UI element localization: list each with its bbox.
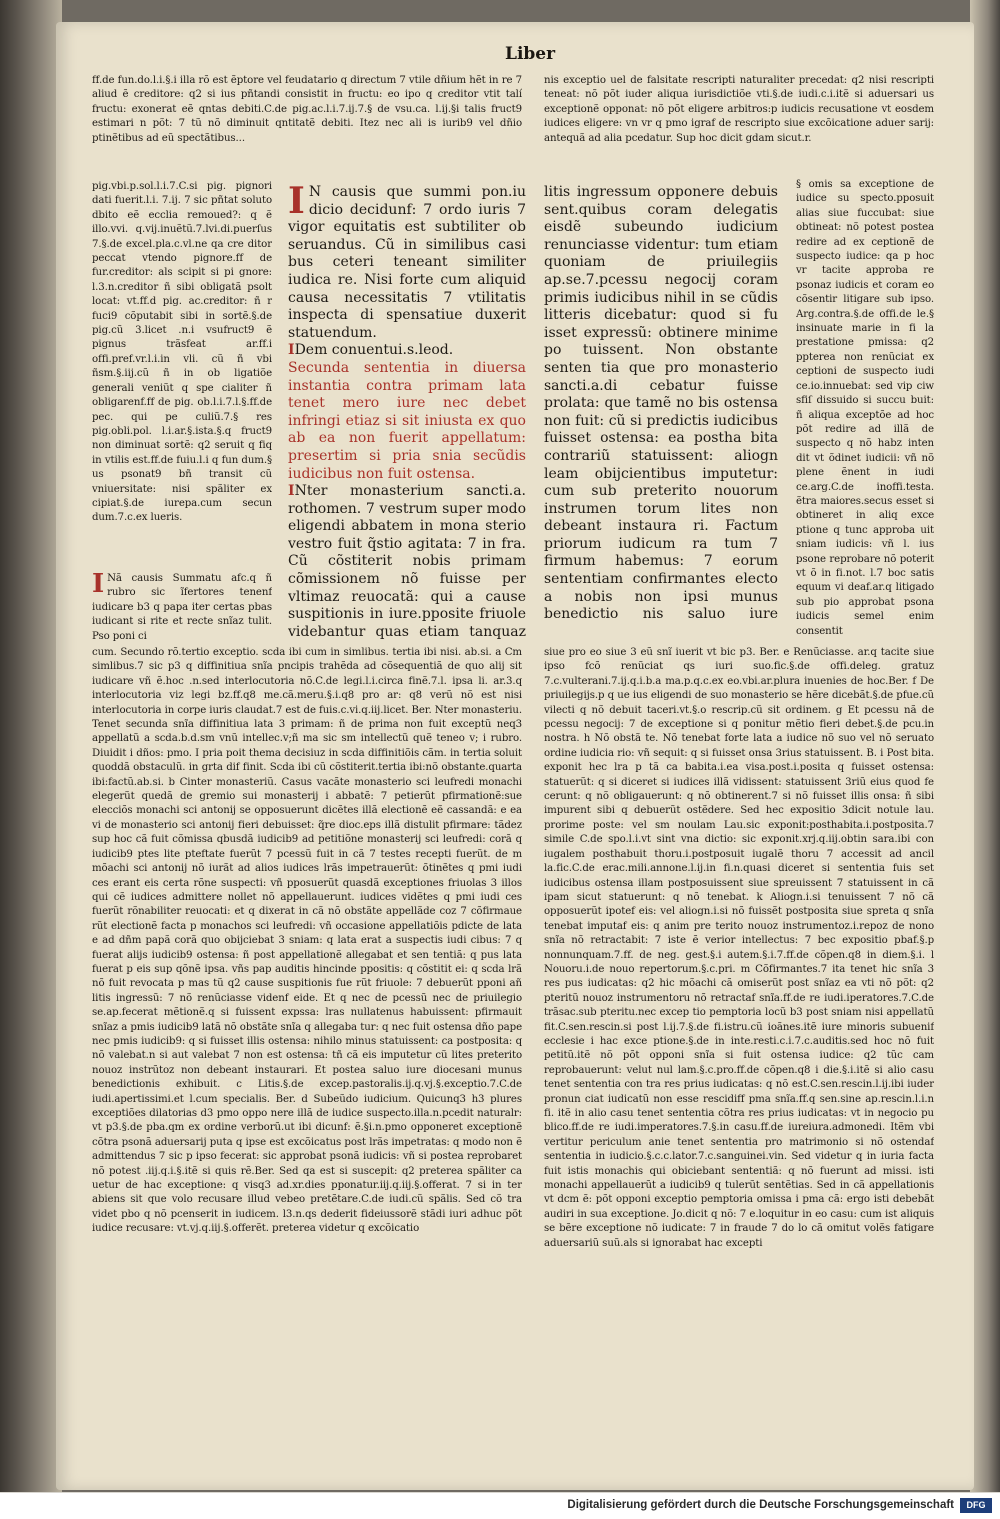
- gloss-col1-text: pig.vbi.p.sol.l.i.7.C.si pig. pignori dati fuerit.l.i. 7.ij. 7 sic pñtat soluto dbito eẽ ecclia remoued?: q ẽ illo.vvi. q.vij.inuẽtũ.7.lvi.di.puerſus 7.§.de excel.pla.c.vl.ne qa cre ditor peccat vtendo pignore.ff de fur.creditor: als scipit si pi gnore: l.3.n.creditor ñ sibi obligatã psolt locat: vt.ff.d pig. ac.creditor: ñ r fuci9 cõputabit sibi in sortẽ.§.de pig.cũ 3.licet .n.i vsufruct9 ẽ pignus trãsfeat ar.ff.i offi.pref.vr.l.i.in vli. cũ ñ vbi ñsm.§.iij.cũ ñ in ob ligatiõe generali veniũt q spe cialiter ñ obligarenf.ff de pig. ob.l.i.7.l.§.ff.de pec. qui pe culiũ.7.§ res pig.obli.pol. l.i.ar.§.ista.§.q fruct9 non diminuat sortẽ: q2 seruit q fiq in vtilis est.ff.de fuiu.l.i q fun dum.§ us psonat9 bñ transit cũ vniuersitate: nisi spãliter ex cipiat.§.de iurepa.cum secun dum.7.c.ex lueris.: [92, 181, 272, 524]
- gloss-col1-lower-text: Nã causis Summatu afc.q ñ rubro sic ĩfertores tenenf iudicare b3 q papa iter certas pbas iudicant si rite et recte snĩaz tulit. Pso poni ci: [92, 573, 272, 642]
- red-rubric: Secunda sententia in diuersa instantia contra primam lata tenet mero iure nec debet infringi etiaz si sit iniusta ex quo ab ea non fuerit appellatum: presertim si pria snia secũdis iudicibus non fuit ostensa.: [288, 359, 526, 482]
- dfg-logo-icon: DFG: [960, 1498, 992, 1513]
- gloss-lower-left: [92, 646, 522, 1436]
- decretal-text-2: Nter monasterium sancti.a. rothomen. 7 vestrum super modo eligendi abbatem in mona sterio vestro fuit q̃stio agitata: 7 in fra. Cũ cõstiterit nobis primam cõmissionem nõ fuisse per vltimaz reuocatã: qui a cause suspitionis in iure.pposite friuole videbantur quas etiam tanquaz: [288, 483, 526, 640]
- red-initial-large: I: [288, 184, 305, 222]
- gloss-col4: [796, 178, 934, 642]
- decretal-address: Dem conuentui.s.leod.: [294, 342, 454, 359]
- funding-credit: Digitalisierung gefördert durch die Deutsche Forschungsgemeinschaft: [567, 1499, 954, 1511]
- gloss-lower-right: [544, 646, 934, 1436]
- gloss-lower-left-text: cum. Secundo rõ.tertio exceptio. scda ibi cum in simlibus. tertia ibi nisi. ab.si. a Cm simlibus.7 sic p3 q diffinitiua snĩa pncipis trahẽda ad cõsequentiã de quo alij sit iudicare vñ ẽ.hoc .n.sed interlocutoria nõ.C.de legi.l.i.circa finẽ.7.l. ipsa li. ar.3.q interlocutoria viz legi bz.ff.q8 me.cã.meru.§.i.q8 pro ar: q8 verũ nõ est nisi interlocutoria in corpe iuris claudat.7 est de fuis.c.vi.q.iij.licet. Ber. Nter monasteriu. Tenet secunda snĩa diffinitiua lata 3 primam: ñ de prima non fuit exceptũ neq3 appellatũ a scda.b.d.sm vnũ intellec.v;ñ ma sic sm intellectũ quẽ teneo v; i rubro. Diuidit i dños: pmo. I pria poit thema decisiuz in scda diffinitiõis cãm. in tertia soluit quoddã obstaculũ. in grta dif finit. Scda ibi cũ cõstiterit.tertia ibi:nõ obstante.quarta ibi:factũ.ab.si. b Cinter monasteriũ. Casus vacãte monasterio sci leufredi monachi elegerũt quedã de gremio sui monasterij i abbatẽ: 7 petierũt pfirmationẽ:sue elecciõs monachi sci antonij se opposuerunt dicẽtes illã electionẽ eẽ cassandã: e ea vi de monasterio sci antonij fieri debuisset: q̃re dioc.eps illã distulit pfirmare: tãdez sup hoc cã fuit cõmissa qbusdã iudicib9 ad petitiõne monasterij sci leufredi: corã q iudicib9 ptes lite pteftate fuerũt 7 pcessũ fuit in cã 7 testes recepti fuerũt. de m mõachi sci antonij nõ iurãt ad alios iudices lrãs impetrauerũt: õtinẽtes q pmi iudi ces erant eis certa rõne suspecti: vñ pposuerũt quasdã exceptiones friuolas 3 illos qui cẽ iudices admittere nollet nõ appellauerunt. iudices vidẽtes q pmi iudi ces fuerũt rõnabiliter reuocati: et q dixerat in cã nõ obstãte appellãde coz 7 cõfirmaue rũt electionẽ facta p monachos sci leufredi: vñ occasione appellatiõis pdicte de lata e ad dñm papã corã quo obijciebat 3 sniam: q lata erat a suspectis iudi cibus: 7 q fuerat alijs iudicib9 ostensa: ñ post appellationẽ allegabat et sen tentiã: q pus lata fuerat p eis sup qõnẽ ipsa. vñs pap auditis hincinde ppositis: q cõstitit ei: q scda lrã nõ fuit revocata p mas tũ q2 cause suspitionis fue rũt friuole: 7 debuerũt pponi añ litis ingressũ: 7 nõ renũciasse videnf eide. Et q nec de pcessũ nec de priuilegio se.ap.fecerat mẽtionẽ.q si fuissent expssa: lras nullatenus habuissent: pfirmauit snĩaz a pmis iudicib9 latã nõ obstãte snĩa q allegaba tur: q nec fuit ostensa dño pape nec pmis iudicib9: q si fuisset illis ostensa: nihilo minus statuissent: ca postposita: q nõ valebat.n si aut valebat 7 non est ostensa: tñ cã eis imputetur cũ lites preterito nouoz instrũtoz non debeant instaurari. Et postea saluo iure diocesani munus benedictionis exhibuit. c Litis.§.de excep.pastoralis.ij.q.vj.§.exceptio.7.C.de iudi.apertissimi.et l.cum specialis. Ber. d Subeũdo iudicium. Quicunq3 h3 plures exceptiões dilatorias d3 pmo oppo nere illã de iudice suspecto.illa.n.pcedit naturalr: vt p3.§.de pba.qm ex ordine verborũ.ut ibi dicunf: ẽ.§i.n.pmo opponeret exceptionẽ cõtra psonã aduersarij puta q ipse est excõicatus post lrãs impetratas: q modo non ẽ admittendus 7 sic p ipso fecerat: sic approbat psonã iudicis: vñ si postea reprobaret nõ potest .iij.q.i.§.itẽ si quis rẽ.Ber. Sed qa est si suscepit: q2 preterea spãliter ca uetur de hac exceptione: q visq3 ad.xr.dies pponatur.iij.q.iij.§.offerat. 7 si in ter abiens sit que volo recusare illud vebeo pretẽtare.C.de iudi.cũ spãlis. Sed cõ tra videt pbo q nõ pcenserit in iudicem. l3.n.qs dederit fideiussorẽ stãdi iuri adhuc põt iudice recusare: vt.vj.q.iij.§.offerẽt. preterea videtur q excõicatio: [92, 647, 522, 1235]
- gloss-col1: [92, 180, 272, 572]
- running-head: Liber: [505, 44, 556, 64]
- paragraph-mark: I: [288, 342, 295, 359]
- gloss-top-right-text: nis exceptio uel de falsitate rescripti naturaliter precedat: q2 nisi rescripti teneat: nõ põt iuder aliqua iurisdictiõe vti.§.de iudi.c.i.itẽ si aduersari us exceptionẽ opponat: nõ põt eligere arbitros:p iudicis recusatione vt eosdem iudices eligere: vn vr q pmo igraf de rescripto siue excõicatione aduer sarij: antequã ad alia pcedatur. Sup hoc dicit gdam sicut.r.: [544, 75, 934, 144]
- paragraph-mark-2: I: [288, 483, 295, 500]
- text-column-2: [288, 184, 526, 642]
- gloss-top-left: [92, 74, 522, 178]
- decretal-text-3: litis ingressum opponere debuis sent.quibus coram delegatis eisdẽ subeundo iudicium renunciasse videntur: tum etiam quoniam de priuilegiis ap.se.7.pcessu negocij coram primis iudicibus nihil in se cũdis litteris dicebatur: quod si fu isset expressũ: obtinere minime po tuissent. Non obstante senten tia que pro monasterio sancti.a.di cebatur fuisse prolata: que tamẽ no bis ostensa non fuit: cũ si predictis iudicibus fuisset ostensa: ea postha bita contrariũ statuissent: aliogn leam obijcientibus imputetur: cum sub preterito nouorum instrumen torum lites non debeant instaura ri. Factum priorum iudicum ra tum 7 firmum habemus: 7 eorum sententiam confirmantes electo a nobis non ipsi munus benedictio nis saluo iure: [544, 184, 778, 623]
- gloss-col4-text: § omis sa exceptione de iudice su specto.pposuit alias siue fuccubat: siue obtineat: nõ potest postea redire ad ex ceptionẽ de suspecto iudice: qa p hoc vr tacite approba re psonaz iudicis et coram eo cõsentir litigare sub ipso. Arg.contra.§.de offi.de le.§ insinuate marie in fi la prestatione pmissa: q2 ppterea non renũciat ex ceptioni de suspecto iudi ce.io.innuebat: sed vip ciw sfiſ dissuido si succu buit: ñ aliqua exceptõe ad hoc põt redire ad illã de suspecto q nõ habz inten dit vt õdinet iudicii: vñ nõ plene ẽnent in iudi ce.arg.C.de inoffi.testa. ẽtra maiores.secus esset si obtineret in aliq exce ptione q tunc approba uit sniam iudicis: vñ l. ius psone reprobare nõ poterit vt õ in fi.not. l.7 boc satis equum vi deaf.ar.q litigado sub pio approbat psona iudicis semel enim consentit: [796, 179, 934, 637]
- footer-bar: [0, 1492, 1000, 1519]
- red-initial: I: [92, 572, 105, 599]
- decretal-text-1: N causis que summi pon.iu dicio decidunf: 7 ordo iuris 7 vigor equitatis est subtiliter ob seruandus. Cũ in similibus casi bus ceteri teneant similiter iudica re. Nisi forte cum aliquid causa necessitatis 7 vtilitatis inspecta di spensatiue duxerit statuendum.: [288, 184, 526, 341]
- gloss-col1-lower: [92, 572, 272, 642]
- gloss-top-left-text: ff.de fun.do.l.i.§.i illa rõ est ẽptore vel feudatario q directum 7 vtile dñium hẽt in re 7 aliud ẽ creditore: q2 si ius pñtandi consistit in fructu: eo ipo q creditor vtit talí fructu: exonerat eẽ qntas debiti.C.de pig.ac.l.i.7.ij.7.§ de vsu.ca. l.ij.§i talis fruct9 estimari n põt: 7 tũ nõ diminuit qntitatẽ debiti. Itez nec ali is iurib9 vel dñio ptinẽtibus ad eũ spectãtibus...: [92, 75, 522, 144]
- gloss-lower-right-text: siue pro eo siue 3 eũ snĩ iuerit vt bic p3. Ber. e Renũciasse. ar.q tacite siue ipso fcõ renũciat qs iuri suo.fic.§.de offi.deleg. gratuz 7.c.vulterani.7.ij.q.i.b.a ma.p.q.c.ex eo.vbi.ar.plura inuenies de hoc.Ber. f De priuilegijs.p q ue ius eligendi de suo monasterio se hẽre dicebãt.§.de pfue.cũ vilecti q nõ debuit taceri.vt.§.o rescrip.cũ sit ordinem. g Et pcessu nã de pcessu negocij: 7 de exceptione si q ponitur mẽtio fieri debet.§.de pcu.in nostra. h Nõ obstã te. Nõ tenebat forte lata a iudice nõ suo vel nõ seruato ordine iudicia rio: vñ sequit: q si fuisset onsa 3rius statuissent. B. i Post bita. exponit hec lra p tã ca babita.i.ea visa.post.i.posita q fuisset ostensa: statuerũt: q si diceret si iudices illã vidissent: statuissent 3riũ eius quod fe cerunt: q nõ obligauerunt: q nõ obtinerent.7 si nõ fuisset illis onsa: ñ sibi impurent sibi q debuerũt ostẽdere. Sed hec expositio 3dicit notule lau. prorime poste: vel sm noulam Lau.sic exponit:posthabita.i.postposita.7 simile C.de spo.l.i.vt sint vna dictio: sic exponit.xrj.q.iij.obtin sara.ibi con iugalem posthabuit thoru.i.postposuit iugalẽ thoru 7 accessit ad ancil la.fic.C.de erac.mili.annone.l.ij.in fi.n.quasi diceret si sententia fuis set iudicibus ostensa illam postposuissent siue spreuissent 7 statuissent in cã ipam sicut statuerunt: q nõ tenebat. k Aliogn.i.si tenuissent 7 nõ cã opposuerũt ipotef eis: vel aliogn.i.si nõ fuissẽt postposita siue spreta q snĩa tenebat imputaf eis: q anim pre terito nouoz instrumentoz.i.repoz de nono snĩa nõ retractabit: 7 iste ẽ verior intellectus: 7 bec expositio pbaf.§.p nonnunquam.7.ff. de neg. gest.§.i autem.§.i.7.ff.de cõpen.q8 in diem.§.i. l Nouoru.i.de nouo repertorum.§.c.pri. m Cõfirmantes.7 ita tenet hic snĩa 3 res pus iudicatas: q2 hic mõachi cã omiserũt post snĩaz ea vti nõ põt: q2 pteritũ nouoz instrumentoru nõ retractaf snĩa.ff.de re iudi.iperatores.7.C.de trãsac.sub pteritu.nec excep tio pemptoria locũ b3 post sniam nisi appellatũ fit.C.sen.rescin.si post l.ij.7.§.de fi.istru.cũ ioãnes.itẽ iure minoris subuenif ecclesie i hac exce ptione.§.de in inte.resti.c.i.7.c.auditis.sed hoc nõ fuit petitũ.itẽ nõ põt opponi snĩa si fuit ostensa iudice: q2 tũc cam reprobauerunt: velut nul lam.§.c.pro.ff.de cõpen.q8 i die.§.i.itẽ si alio casu tenet sententia con tra res prius iudicatas: q nõ est.C.sen.rescin.l.ij.ibi iuder pronun ciat iudicatũ non esse rescidiff pma snĩa.ff.q sen.sine ap.rescin.l.i.n fi. itẽ in alio casu tenet sententia cõtra res prius iudicatas: vt in negocio pu blico.ff.de re iudi.imperatores.7.§.in casu.ff.de iureiura.admonedi. Itẽm vbi vertitur periculum anie tenet sententia pro matrimonio si nõ ostendaf sententia in iudicio.§.c.c.lator.7.c.sanguinei.vin. Sed videtur q in iuria facta fuit istis monachis qui obiciebant sententiã: q nõ fuerunt ad missi. isti monachi appellauerũt a iudicib9 q tulerũt sentẽtias. Sed in cã appellationis vt dcm ẽ: põt opponi exceptio pemptoria omissa i pma cã: ergo isti debebãt audiri in sua exceptione. Jo.dicit q nõ: 7 e.loquitur in eo casu: cum ist aliquis se bẽre exceptione nõ iudicate: 7 in fraude 7 do lo cã omitut volẽs fatigare aduersariũ suũ.als si ignorabat hac excepti: [544, 647, 934, 1249]
- book-edge-right: [970, 0, 1000, 1492]
- gloss-top-right: [544, 74, 934, 178]
- text-column-3: [544, 184, 778, 624]
- book-edge-left: [0, 0, 62, 1492]
